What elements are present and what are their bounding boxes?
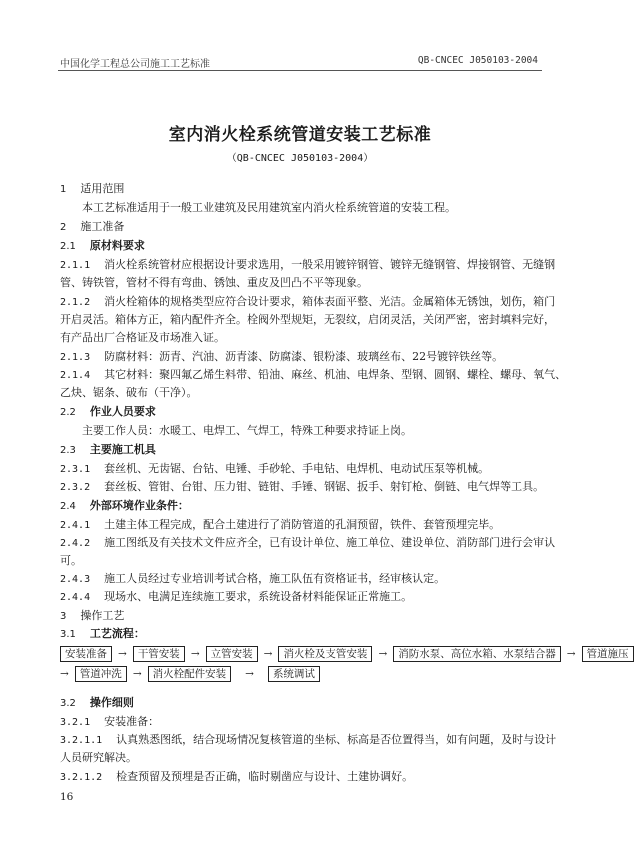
running-header-left: 中国化学工程总公司施工工艺标准 <box>60 59 210 70</box>
clause-continuation: 有产品出厂合格证及市场准入证。 <box>60 331 225 344</box>
section-2-1-heading <box>60 239 545 254</box>
clause-2-1-1 <box>60 258 556 273</box>
arrow-right-icon: → <box>263 648 273 660</box>
clause-text: 消火栓箱体的规格类型应符合设计要求，箱体表面平整、光洁。金属箱体无锈蚀，划伤，箱门 <box>104 295 556 308</box>
section-title: 适用范围 <box>80 182 125 195</box>
section-number: 3 <box>60 611 67 622</box>
clause-2-3-1 <box>60 462 545 477</box>
flow-step: 管道冲洗 <box>75 666 127 682</box>
section-3-heading <box>60 609 545 624</box>
arrow-right-icon: → <box>132 668 142 680</box>
section-title: 作业人员要求 <box>89 405 156 418</box>
clause-2-4-2 <box>60 536 556 551</box>
arrow-right-icon: → <box>118 648 127 660</box>
section-3-1-heading <box>60 627 545 642</box>
clause-continuation: 管、铸铁管，管材不得有弯曲、锈蚀、重皮及凹凸不平等现象。 <box>60 276 368 289</box>
section-1-heading <box>60 182 545 197</box>
clause-text: 施工图纸及有关技术文件应齐全，已有设计单位、施工单位、建设单位、消防部门进行会审认 <box>104 536 556 549</box>
clause-number: 2.4.4 <box>60 592 91 603</box>
clause-text: 其它材料：聚四氟乙烯生料带、铅油、麻丝、机油、电焊条、型钢、圆钢、螺栓、螺母、氧气、 <box>104 368 567 381</box>
section-2-3-heading <box>60 443 545 458</box>
section-title: 外部环境作业条件： <box>89 499 189 512</box>
clause-number: 2.3.1 <box>60 464 91 475</box>
section-title: 原材料要求 <box>89 239 145 252</box>
clause-continuation: 可。 <box>60 554 82 567</box>
paragraph: 主要工作人员：水暖工、电焊工、气焊工，特殊工种要求持证上岗。 <box>82 424 412 437</box>
clause-2-4-4 <box>60 590 545 605</box>
arrow-right-icon: → <box>190 648 200 660</box>
clause-continuation: 人员研究解决。 <box>60 751 137 764</box>
arrow-right-icon: → <box>245 668 254 680</box>
clause-2-4-1 <box>60 518 545 533</box>
clause-text: 套丝板、管钳、台钳、压力钳、链钳、手锤、钢锯、扳手、射钉枪、倒链、电气焊等工具。 <box>104 480 545 493</box>
flow-step: 消防水泵、高位水箱、水泵结合器 <box>393 646 561 662</box>
section-title: 主要施工机具 <box>89 443 156 456</box>
page-number: 16 <box>60 791 74 803</box>
section-title: 工艺流程： <box>89 627 145 640</box>
clause-3-2-1 <box>60 715 545 730</box>
paragraph: 本工艺标准适用于一般工业建筑及民用建筑室内消火栓系统管道的安装工程。 <box>82 201 456 214</box>
clause-number: 2.1.3 <box>60 352 91 363</box>
clause-text: 现场水、电满足连续施工要求，系统设备材料能保证正常施工。 <box>104 590 413 603</box>
clause-text: 土建主体工程完成，配合土建进行了消防管道的孔洞预留，铁件、套管预埋完毕。 <box>104 518 501 531</box>
clause-number: 3.2.1.1 <box>60 735 103 746</box>
clause-text: 消火栓系统管材应根据设计要求选用，一般采用镀锌钢管、镀锌无缝钢管、焊接钢管、无缝钢 <box>104 258 556 271</box>
flow-step: 安装准备 <box>60 646 112 662</box>
section-number: 2.2 <box>60 407 76 418</box>
process-flow-row-2 <box>60 666 550 682</box>
section-number: 1 <box>60 184 67 195</box>
section-3-2-heading <box>60 696 545 711</box>
clause-text: 安装准备： <box>104 715 160 728</box>
clause-text: 认真熟悉图纸，结合现场情况复核管道的坐标、标高是否位置得当，如有问题，及时与设计 <box>116 733 557 746</box>
flow-step: 系统调试 <box>268 666 320 682</box>
section-number: 2.3 <box>60 445 76 456</box>
clause-continuation: 乙炔、锯条、破布（干净）。 <box>60 386 198 399</box>
flow-step: 消火栓配件安装 <box>148 666 232 682</box>
clause-2-1-3 <box>60 350 545 365</box>
clause-number: 2.3.2 <box>60 482 91 493</box>
clause-number: 3.2.1.2 <box>60 772 103 783</box>
section-number: 2.4 <box>60 501 76 512</box>
clause-2-1-4 <box>60 368 567 383</box>
clause-text: 套丝机、无齿锯、台钻、电锤、手砂轮、手电钻、电焊机、电动试压泵等机械。 <box>104 462 490 475</box>
clause-number: 2.1.2 <box>60 297 91 308</box>
clause-2-4-3 <box>60 572 545 587</box>
section-2-2-heading <box>60 405 545 420</box>
clause-number: 2.1.1 <box>60 260 91 271</box>
clause-number: 2.4.3 <box>60 574 91 585</box>
section-2-heading <box>60 220 545 235</box>
running-header-right: QB-CNCEC J050103-2004 <box>417 55 538 66</box>
arrow-right-icon: → <box>60 668 69 680</box>
flow-step: 消火栓及支管安装 <box>278 646 372 662</box>
process-flow-row-1 <box>60 646 629 662</box>
document-title: 室内消火栓系统管道安装工艺标准 <box>168 125 432 145</box>
flow-step: 管道施压 <box>582 646 634 662</box>
clause-3-2-1-2 <box>60 770 545 785</box>
clause-number: 3.2.1 <box>60 717 91 728</box>
arrow-right-icon: → <box>566 648 576 660</box>
clause-continuation: 开启灵活。箱体方正，箱内配件齐全。栓阀外型规矩，无裂纹，启闭灵活，关闭严密，密封填料完好， <box>60 313 555 326</box>
section-number: 3.1 <box>60 629 76 640</box>
clause-number: 2.4.2 <box>60 538 91 549</box>
clause-2-3-2 <box>60 480 545 495</box>
document-code: （QB-CNCEC J050103-2004） <box>226 153 374 164</box>
clause-number: 2.4.1 <box>60 520 91 531</box>
clause-text: 检查预留及预埋是否正确，临时剔凿应与设计、土建协调好。 <box>116 770 414 783</box>
clause-2-1-2 <box>60 295 556 310</box>
section-title: 操作细则 <box>89 696 134 709</box>
section-number: 2 <box>60 222 67 233</box>
clause-number: 2.1.4 <box>60 370 91 381</box>
header-rule <box>58 70 542 71</box>
flow-step: 干管安装 <box>133 646 185 662</box>
flow-step: 立管安装 <box>206 646 258 662</box>
section-number: 2.1 <box>60 241 76 252</box>
section-number: 3.2 <box>60 698 76 709</box>
clause-text: 施工人员经过专业培训考试合格，施工队伍有资格证书，经审核认定。 <box>104 572 446 585</box>
section-title: 施工准备 <box>80 220 125 233</box>
section-2-4-heading <box>60 499 545 514</box>
clause-text: 防腐材料：沥青、汽油、沥青漆、防腐漆、银粉漆、玻璃丝布、22号镀锌铁丝等。 <box>104 350 504 363</box>
clause-3-2-1-1 <box>60 733 557 748</box>
arrow-right-icon: → <box>378 648 388 660</box>
section-title: 操作工艺 <box>80 609 125 622</box>
